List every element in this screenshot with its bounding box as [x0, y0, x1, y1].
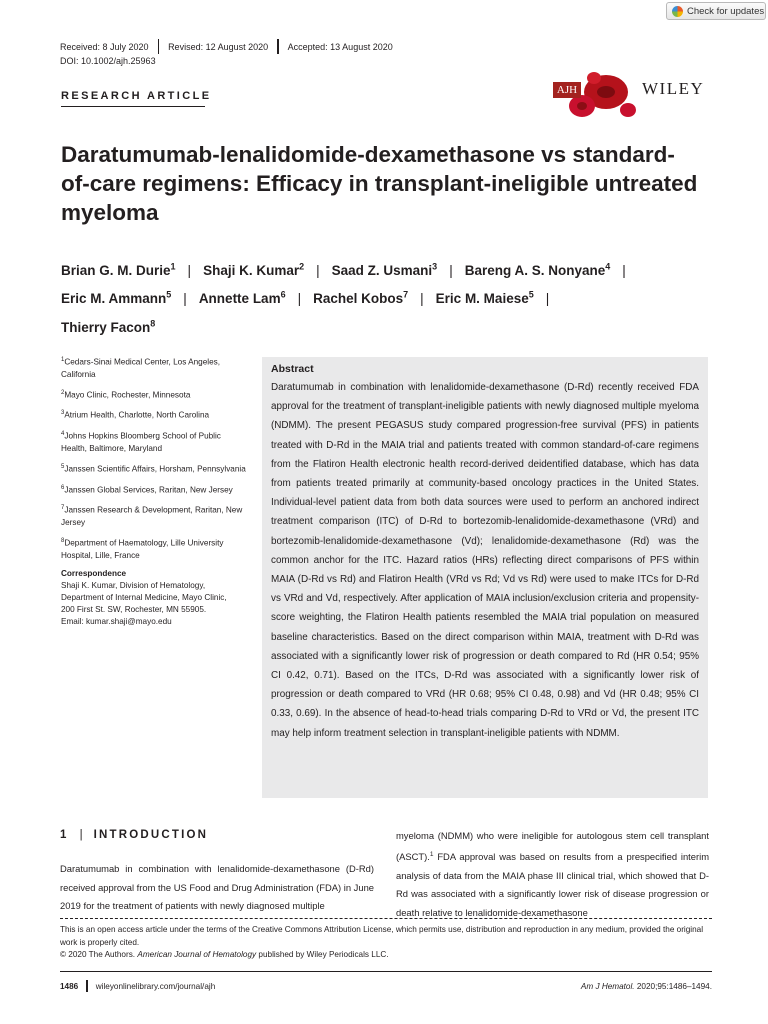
affiliation: $^2$Mayo Clinic, Rochester, Minnesota — [61, 389, 191, 400]
section-heading: 1 | INTRODUCTION — [60, 829, 209, 841]
article-type-rule — [61, 106, 205, 107]
section-number: 1 — [60, 829, 69, 841]
affiliations — [61, 354, 246, 628]
page-number: 1486 — [60, 981, 79, 991]
author: Thierry Facon$^8$ — [61, 318, 156, 335]
author: Eric M. Maiese$^5$ — [435, 289, 534, 306]
affiliation: $^8$Department of Haematology, Lille University Hospital, Lille, France — [61, 538, 224, 560]
author: Saad Z. Usmani$^3$ — [331, 261, 438, 278]
received-date: Received: 8 July 2020 — [60, 41, 149, 52]
author: Rachel Kobos$^7$ — [313, 289, 409, 306]
journal-url[interactable]: wileyonlinelibrary.com/journal/ajh — [95, 981, 216, 991]
journal-logo — [548, 70, 713, 122]
license-footnote — [60, 924, 720, 962]
doi: DOI: 10.1002/ajh.25963 — [60, 56, 156, 66]
publisher-logo: WILEY — [642, 79, 705, 98]
ajh-logo: AJH — [553, 82, 581, 98]
affiliation: $^5$Janssen Scientific Affairs, Horsham, Pennsylvania — [61, 463, 246, 474]
check-for-updates-label: Check for updates — [687, 5, 765, 17]
copyright-line: © 2020 The Authors. American Journal of Hematology published by Wiley Periodicals LLC. — [60, 950, 389, 959]
page-footer — [60, 980, 712, 992]
author-separator: | — [449, 262, 453, 278]
author-separator: | — [316, 262, 320, 278]
article-dates — [60, 39, 393, 54]
license-text: This is an open access article under the terms of the Creative Commons Attribution License, which permits use, distribution and reproduction in any medium, provided the original work is properly cited. — [60, 925, 704, 947]
author: Eric M. Ammann$^5$ — [61, 289, 172, 306]
correspondence-email[interactable]: Email: kumar.shaji@mayo.edu — [61, 616, 172, 626]
author-separator: | — [187, 262, 192, 278]
abstract-box — [262, 357, 708, 798]
author-list — [61, 254, 721, 340]
affiliation: $^6$Janssen Global Services, Raritan, New Jersey — [61, 484, 233, 495]
citation-ref[interactable]: 1 — [429, 850, 434, 858]
author-separator: | — [297, 291, 302, 306]
author-separator: | — [622, 262, 626, 278]
author: Brian G. M. Durie$^1$ — [61, 261, 176, 278]
body-column-left: Daratumumab in combination with lenalidomide-dexamethasone (D-Rd) received approval from the US Food and Drug Administration (FDA) in June 2019 for the treatment of patients with newly diagnosed multiple — [60, 863, 374, 912]
correspondence-line: 200 First St. SW, Rochester, MN 55905. — [61, 604, 207, 614]
affiliation: $^1$Cedars-Sinai Medical Center, Los Angeles, California — [61, 357, 220, 379]
divider — [277, 39, 279, 54]
author-separator: | — [420, 291, 424, 306]
accepted-date: Accepted: 13 August 2020 — [287, 41, 393, 52]
author: Shaji K. Kumar$^2$ — [203, 261, 305, 278]
article-title: Daratumumab-lenalidomide-dexamethasone vs standard-of-care regimens: Efficacy in transplant-ineligible untreated myeloma — [61, 142, 698, 225]
revised-date: Revised: 12 August 2020 — [168, 41, 269, 52]
author: Annette Lam$^6$ — [198, 289, 286, 306]
citation: Am J Hematol. 2020;95:1486–1494. — [580, 981, 712, 991]
correspondence-line: Department of Internal Medicine, Mayo Clinic, — [61, 592, 227, 602]
check-for-updates-button[interactable] — [666, 2, 766, 20]
crossmark-icon — [672, 6, 683, 17]
affiliation: $^3$Atrium Health, Charlotte, North Carolina — [61, 410, 210, 421]
body-column-right: myeloma (NDMM) who were ineligible for autologous stem cell transplant (ASCT).$^1$ FDA approval was based on results from a prespecified interim analysis of data from the MAIA phase III clinical trial, which showed that D-Rd was associated with a significantly lower risk of disease progression or death relative to lenalidomide-dexamethasone — [396, 830, 709, 918]
author-separator: | — [183, 291, 187, 306]
author: Bareng A. S. Nonyane$^4$ — [464, 261, 611, 278]
abstract-heading: Abstract — [271, 363, 314, 375]
abstract-text: Daratumumab in combination with lenalidomide-dexamethasone (D-Rd) recently received FDA approval for the treatment of transplant-ineligible patients with newly diagnosed multiple myeloma (NDMM). The present PEGASUS study compared progression-free survival (PFS) in patients treated with D-Rd in the MAIA trial and patients treated with common standard-of-care regimens from the Flatiron Health electronic health record-derived deidentified database, which has data from patients treated primarily at community-based oncology practices in the United States. Individual-level patient data from both data sources were used to perform an anchored indirect treatment comparison (ITC) of D-Rd to bortezomib-lenalidomide-dexamethasone (VRd) and bortezomib-lenalidomide-dexamethasone (Vd); lenalidomide-dexamethasone (Rd) was the common anchor for the ITC. Hazard ratios (HRs) reflecting direct comparisons of PFS within MAIA (D-Rd vs Rd) and Flatiron Health (VRd vs Rd; Vd vs Rd) were used to make ITCs for D-Rd vs VRd and Vd, respectively. After application of MAIA inclusion/exclusion criteria and propensity-score weighting, the Flatiron Health patients resembled the MAIA trial population on measured baseline characteristics. Based on the direct comparison within MAIA, treatment with D-Rd was associated with a significantly lower risk of progression or death compared to Rd (HR 0.54; 95% CI 0.42, 0.71). Based on the ITCs, D-Rd was associated with a significantly lower risk of progression or death compared to VRd (HR 0.68; 95% CI 0.48, 0.98) and Vd (HR 0.48; 95% CI 0.33, 0.69). In the absence of head-to-head trials comparing D-Rd to VRd or Vd, the present ITC may help inform treatment selection in transplant-ineligible patients with NDMM. — [271, 382, 699, 739]
affiliation: $^4$Johns Hopkins Bloomberg School of Public Health, Baltimore, Maryland — [61, 431, 221, 453]
section-title: INTRODUCTION — [93, 829, 209, 841]
affiliation: $^7$Janssen Research & Development, Raritan, New Jersey — [61, 505, 243, 528]
article-type: RESEARCH ARTICLE — [61, 90, 212, 102]
footnote-divider — [60, 918, 712, 919]
correspondence-heading: Correspondence — [61, 568, 127, 578]
author-separator: | — [545, 291, 550, 306]
footer-rule — [60, 971, 712, 972]
correspondence-line: Shaji K. Kumar, Division of Hematology, — [61, 580, 206, 590]
divider — [86, 980, 88, 992]
divider — [158, 39, 160, 54]
